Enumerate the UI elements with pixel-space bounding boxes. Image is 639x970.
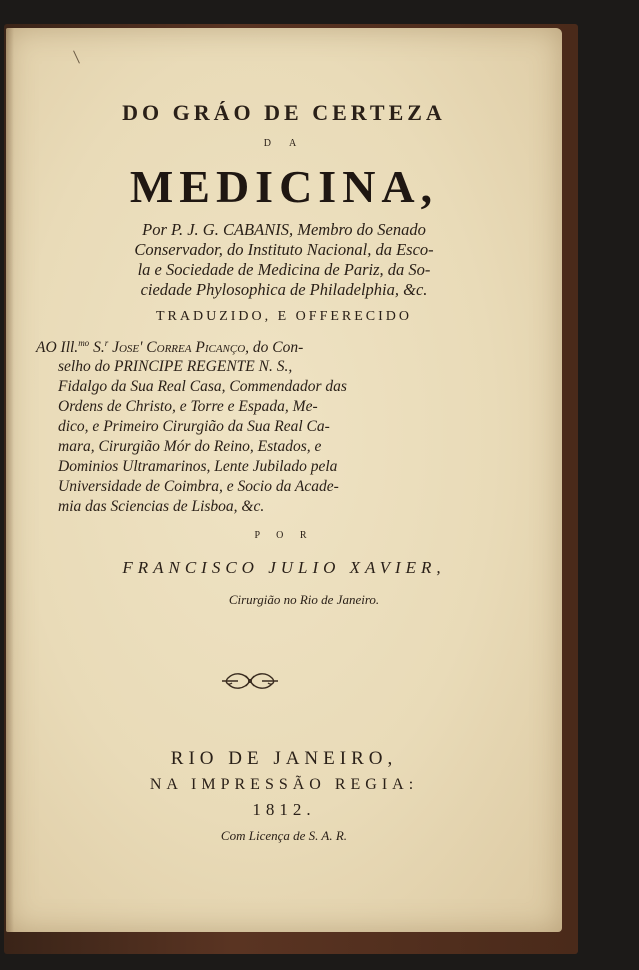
imprint-city: RIO DE JANEIRO, xyxy=(170,748,398,769)
imprint-license: Com Licença de S. A. R. xyxy=(220,828,348,843)
por-label: P O R xyxy=(254,530,314,541)
dedication-line: mia das Sciencias de Lisboa, &c. xyxy=(58,498,265,515)
title-da: D A xyxy=(263,138,305,149)
author-line: la e Sociedade de Medicina de Pariz, da So- xyxy=(137,260,431,279)
translated-heading: TRADUZIDO, E OFFERECIDO xyxy=(155,309,413,324)
title-main: MEDICINA, xyxy=(129,161,439,212)
dedication-line-1 xyxy=(36,338,303,357)
ink-mark xyxy=(73,50,80,63)
author-line: Conservador, do Instituto Nacional, da Esco- xyxy=(134,240,434,259)
dedication-sup: r xyxy=(104,338,109,348)
translator-title: Cirurgião no Rio de Janeiro. xyxy=(228,592,380,607)
imprint-year: 1812. xyxy=(252,800,316,819)
dedication-line: Fidalgo da Sua Real Casa, Commendador das xyxy=(58,378,347,395)
dedication-line: selho do PRINCIPE REGENTE N. S., xyxy=(58,358,293,375)
dedication-line: Ordens de Christo, e Torre e Espada, Me- xyxy=(58,398,318,415)
dedication-prefix: AO Ill. xyxy=(36,339,79,357)
author-line: ciedade Phylosophica de Philadelphia, &c. xyxy=(140,280,428,299)
title-page xyxy=(6,28,562,932)
dedication-s: S. xyxy=(89,339,105,357)
dedication-line: Universidade de Coimbra, e Socio da Acade- xyxy=(58,478,339,495)
author-line: Por P. J. G. CABANIS, Membro do Senado xyxy=(142,220,426,239)
translator-name: FRANCISCO JULIO XAVIER, xyxy=(122,558,446,577)
dedication-suffix: , do Con- xyxy=(245,339,304,357)
dedication-line: mara, Cirurgião Mór do Reino, Estados, e xyxy=(58,438,322,455)
dedicatee-name: Jose' Correa Picanço xyxy=(108,339,246,357)
dedication-line: Dominios Ultramarinos, Lente Jubilado pela xyxy=(58,458,338,475)
dedication-sup: mo xyxy=(78,338,90,348)
fleuron-ornament-icon xyxy=(218,666,282,696)
dedication-line: dico, e Primeiro Cirurgião da Sua Real Ca- xyxy=(58,418,330,435)
imprint-press: NA IMPRESSÃO REGIA: xyxy=(149,776,419,793)
title-line-1: DO GRÁO DE CERTEZA xyxy=(122,100,446,125)
